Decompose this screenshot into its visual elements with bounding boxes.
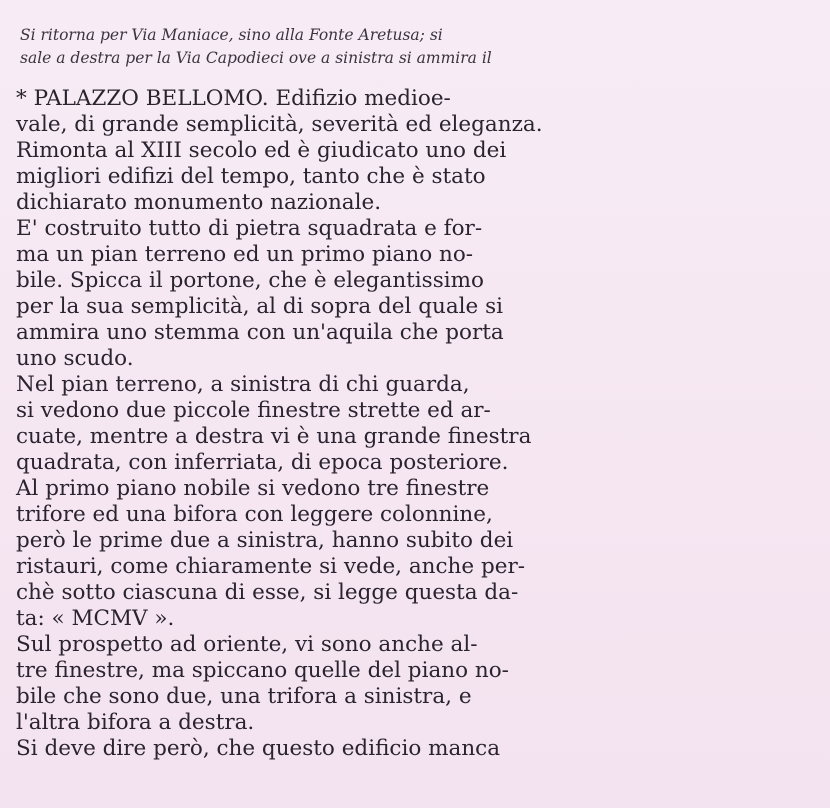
- body-line: si vedono due piccole finestre strette ed ar-: [16, 398, 491, 423]
- body-line: * PALAZZO BELLOMO. Edifizio medioe-: [16, 86, 451, 111]
- body-line: uno scudo.: [16, 346, 134, 371]
- body-line: Al primo piano nobile si vedono tre finestre: [16, 476, 490, 501]
- body-line: dichiarato monumento nazionale.: [16, 190, 382, 215]
- body-line: ristauri, come chiaramente si vede, anche per-: [16, 554, 525, 579]
- body-line: Rimonta al XIII secolo ed è giudicato uno dei: [16, 138, 507, 163]
- body-line: Si deve dire però, che questo edificio manca: [16, 736, 501, 761]
- body-line: E' costruito tutto di pietra squadrata e for-: [16, 216, 483, 241]
- intro-line: Si ritorna per Via Maniace, sino alla Fonte Aretusa; si: [20, 26, 443, 44]
- body-line: l'altra bifora a destra.: [16, 710, 255, 735]
- body-line: bile. Spicca il portone, che è elegantissimo: [16, 268, 484, 293]
- body-line: chè sotto ciascuna di esse, si legge questa da-: [16, 580, 519, 605]
- body-line: ta: « MCMV ».: [16, 606, 175, 631]
- body-text: [16, 86, 816, 762]
- body-line: migliori edifizi del tempo, tanto che è stato: [16, 164, 486, 189]
- body-line: però le prime due a sinistra, hanno subito dei: [16, 528, 514, 553]
- body-line: ma un pian terreno ed un primo piano no-: [16, 242, 474, 267]
- intro-line: sale a destra per la Via Capodieci ove a sinistra si ammira il: [20, 49, 492, 67]
- intro-paragraph: [20, 24, 810, 70]
- body-line: Sul prospetto ad oriente, vi sono anche al-: [16, 632, 478, 657]
- body-line: per la sua semplicità, al di sopra del quale si: [16, 294, 504, 319]
- body-line: Nel pian terreno, a sinistra di chi guarda,: [16, 372, 470, 397]
- body-line: ammira uno stemma con un'aquila che porta: [16, 320, 504, 345]
- body-line: trifore ed una bifora con leggere colonnine,: [16, 502, 493, 527]
- body-line: vale, di grande semplicità, severità ed eleganza.: [16, 112, 543, 137]
- body-line: bile che sono due, una trifora a sinistra, e: [16, 684, 472, 709]
- body-line: quadrata, con inferriata, di epoca posteriore.: [16, 450, 509, 475]
- body-line: cuate, mentre a destra vi è una grande finestra: [16, 424, 532, 449]
- body-line: tre finestre, ma spiccano quelle del piano no-: [16, 658, 509, 683]
